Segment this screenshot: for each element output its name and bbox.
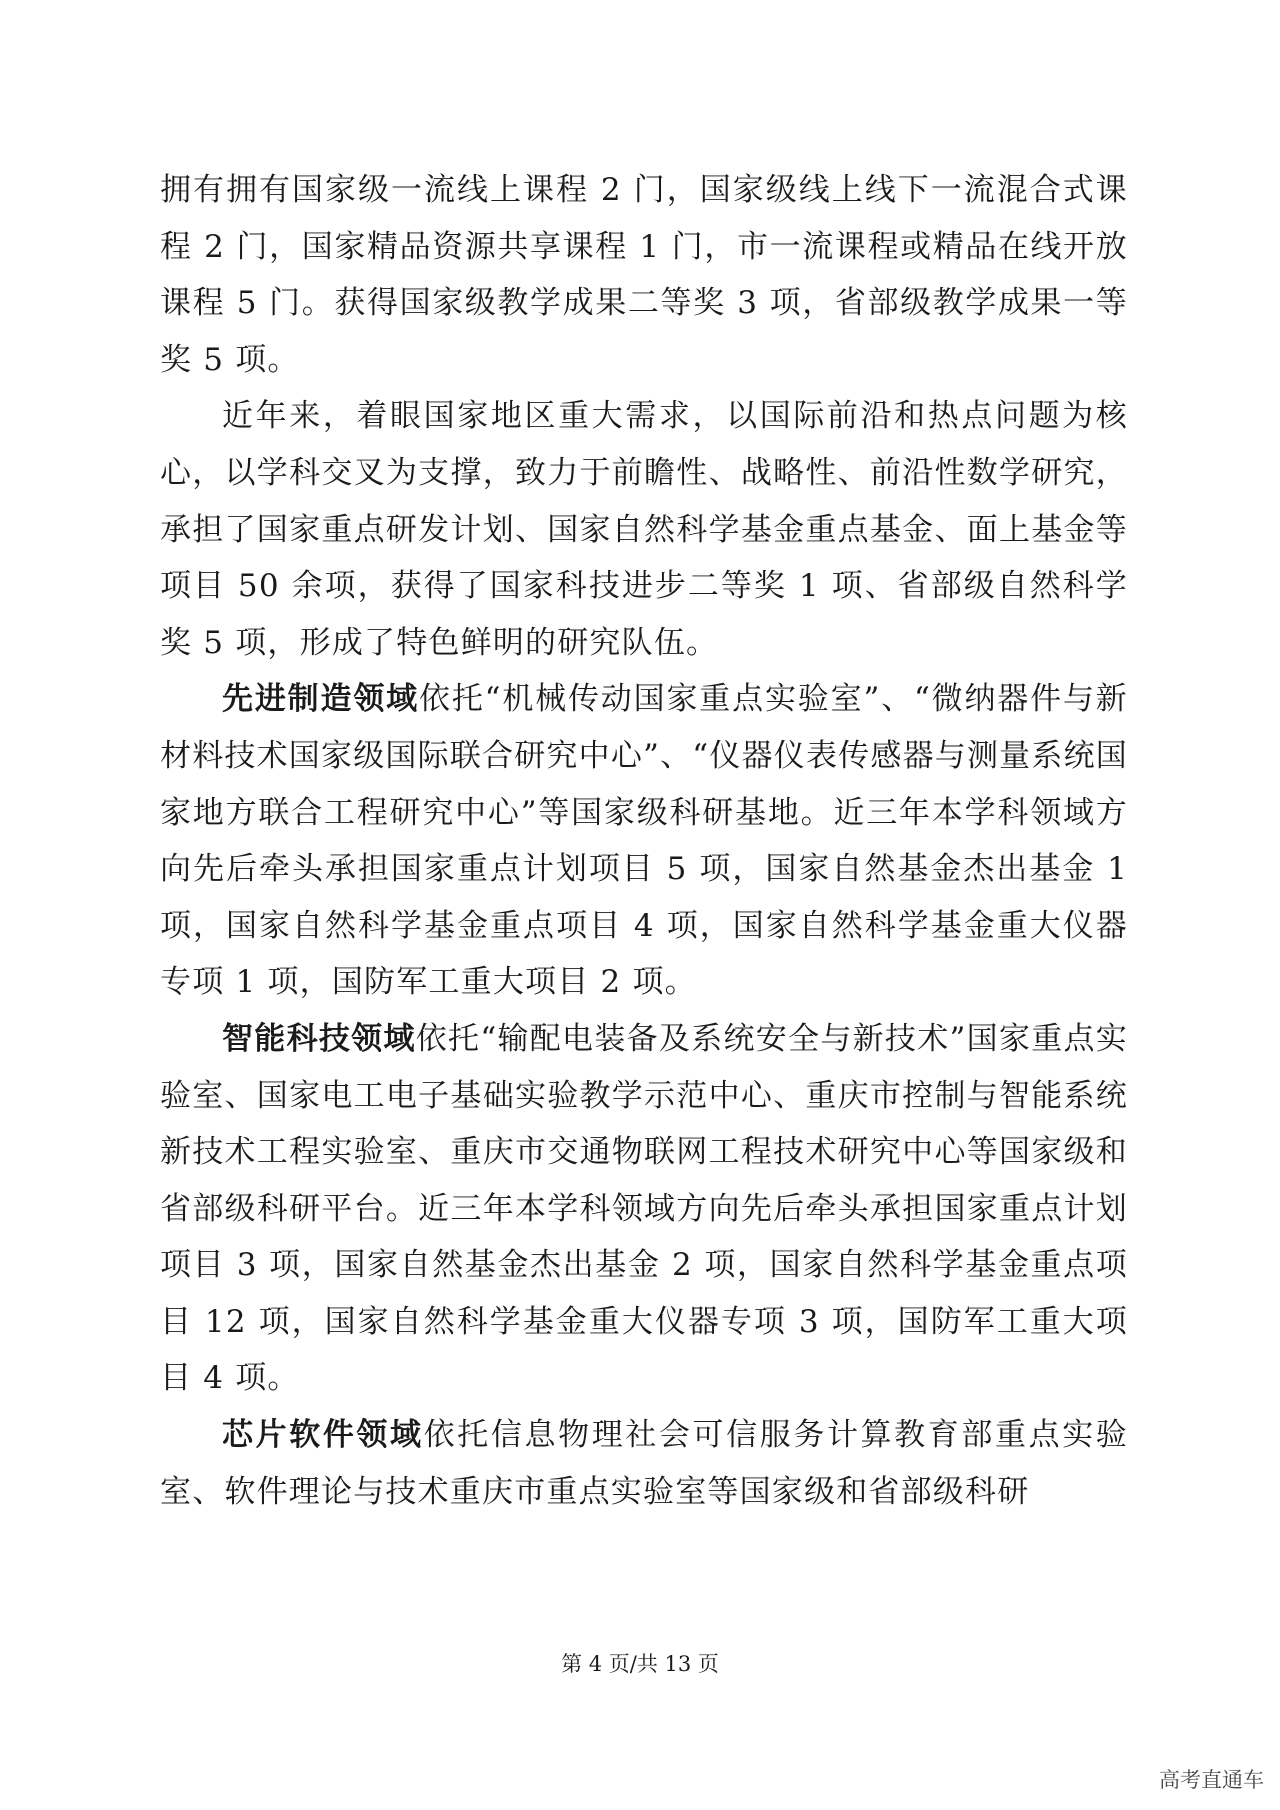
- paragraph-lead: 芯片软件领域: [222, 1417, 424, 1454]
- paragraph-advanced-manufacturing: [160, 671, 1128, 1011]
- paragraph-text: 依托“机械传动国家重点实验室”、“微纳器件与新材料技术国家级国际联合研究中心”、“仪器仪表传感器与测量系统国家地方联合工程研究中心”等国家级科研基地。近三年本学科领域方向先后牵头承担国家重点计划项目 5 项，国家自然基金杰出基金 1 项，国家自然科学基金重点项目 4 项，国家自然科学基金重大仪器专项 1 项，国防军工重大项目 2 项。: [160, 681, 1128, 1001]
- paragraph-text: 依托信息物理社会可信服务计算教育部重点实验室、软件理论与技术重庆市重点实验室等国家级和省部级科研: [160, 1417, 1129, 1510]
- paragraph-text: 近年来，着眼国家地区重大需求，以国际前沿和热点问题为核心，以学科交叉为支撑，致力于前瞻性、战略性、前沿性数学研究，承担了国家重点研发计划、国家自然科学基金重点基金、面上基金等项目 50 余项，获得了国家科技进步二等奖 1 项、省部级自然科学奖 5 项，形成了特色鲜明的研究队伍。: [160, 398, 1128, 661]
- watermark: 高考直通车: [1159, 1768, 1264, 1792]
- page-number-footer: 第 4 页/共 13 页: [561, 1652, 719, 1676]
- paragraph-text: 拥有拥有国家级一流线上课程 2 门，国家级线上线下一流混合式课程 2 门，国家精品资源共享课程 1 门，市一流课程或精品在线开放课程 5 门。获得国家级教学成果二等奖 3 项，省部级教学成果一等奖 5 项。: [160, 172, 1128, 378]
- paragraph-text: 依托“输配电装备及系统安全与新技术”国家重点实验室、国家电工电子基础实验教学示范中心、重庆市控制与智能系统新技术工程实验室、重庆市交通物联网工程技术研究中心等国家级和省部级科研平台。近三年本学科领域方向先后牵头承担国家重点计划项目 3 项，国家自然基金杰出基金 2 项，国家自然科学基金重点项目 12 项，国家自然科学基金重大仪器专项 3 项，国防军工重大项目 4 项。: [160, 1020, 1129, 1397]
- paragraph-lead: 智能科技领域: [222, 1020, 416, 1057]
- paragraph-chip-software: [160, 1407, 1128, 1520]
- paragraph-intelligent-technology: [160, 1011, 1128, 1407]
- document-body: [160, 162, 1128, 1520]
- paragraph-research-overview: [160, 388, 1128, 671]
- paragraph-lead: 先进制造领域: [222, 681, 419, 718]
- paragraph-teaching-courses: [160, 162, 1128, 388]
